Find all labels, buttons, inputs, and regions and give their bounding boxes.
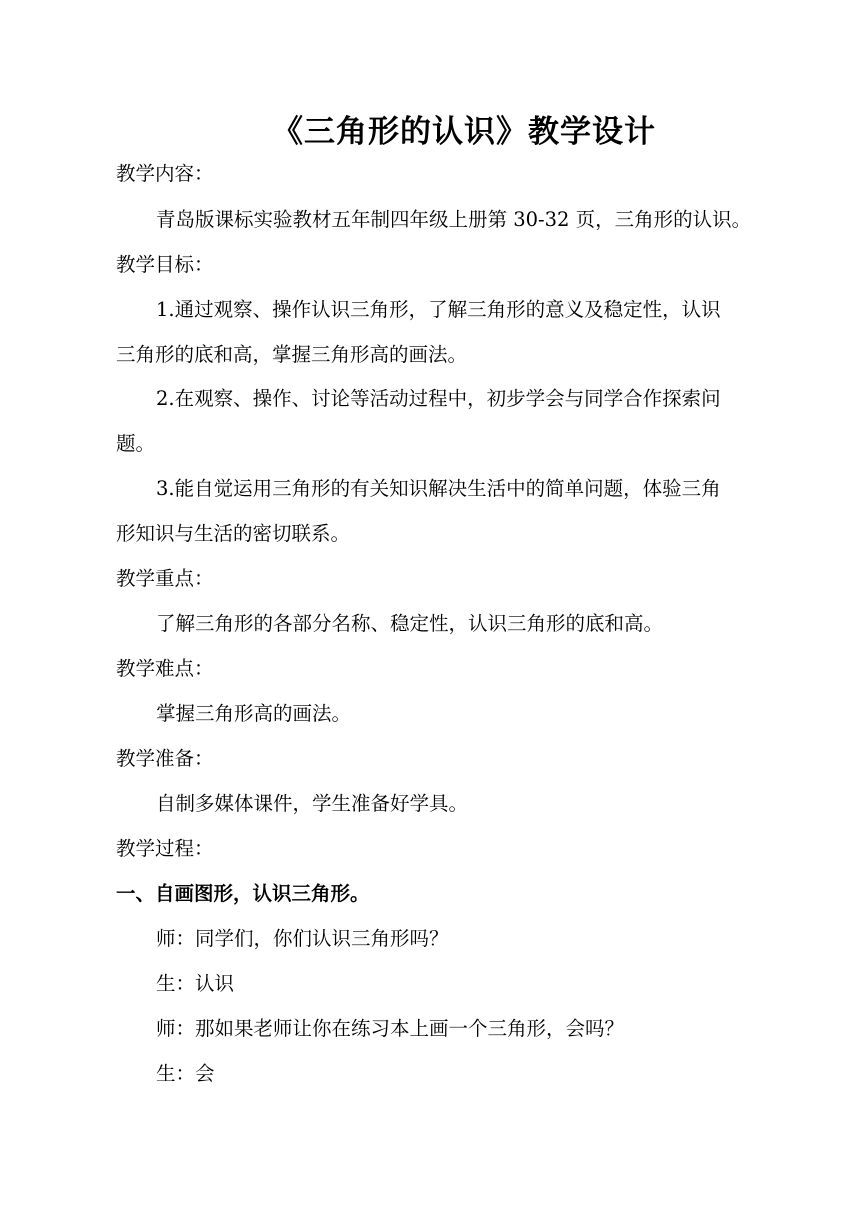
dialog-line-2: 生：认识	[156, 972, 235, 995]
prep-heading: 教学准备：	[116, 747, 214, 770]
goal-1-line-1: 1.通过观察、操作认识三角形，了解三角形的意义及稳定性，认识	[156, 298, 721, 321]
difficulty-text: 掌握三角形高的画法。	[156, 702, 352, 725]
prep-text: 自制多媒体课件，学生准备好学具。	[156, 792, 469, 815]
document-title: 《三角形的认识》教学设计	[272, 114, 656, 150]
goal-2-line-2: 题。	[116, 432, 156, 455]
difficulty-heading: 教学难点：	[116, 657, 214, 680]
goal-1-line-2: 三角形的底和高，掌握三角形高的画法。	[116, 343, 468, 366]
goal-3-line-2: 形知识与生活的密切联系。	[116, 522, 351, 545]
process-heading: 教学过程：	[116, 837, 214, 860]
goal-3-line-1: 3.能自觉运用三角形的有关知识解决生活中的简单问题，体验三角	[156, 477, 721, 500]
dialog-line-3: 师：那如果老师让你在练习本上画一个三角形，会吗？	[156, 1017, 625, 1040]
dialog-line-1: 师：同学们，你们认识三角形吗？	[156, 927, 449, 950]
key-text: 了解三角形的各部分名称、稳定性，认识三角形的底和高。	[156, 612, 664, 635]
dialog-line-4: 生：会	[156, 1062, 215, 1085]
content-text: 青岛版课标实验教材五年制四年级上册第 30-32 页，三角形的认识。	[156, 208, 752, 231]
section-1-heading: 一、自画图形，认识三角形。	[116, 882, 370, 905]
goal-2-line-1: 2.在观察、操作、讨论等活动过程中，初步学会与同学合作探索问	[156, 387, 721, 410]
key-heading: 教学重点：	[116, 567, 214, 590]
content-heading: 教学内容：	[116, 162, 214, 185]
goals-heading: 教学目标：	[116, 253, 214, 276]
